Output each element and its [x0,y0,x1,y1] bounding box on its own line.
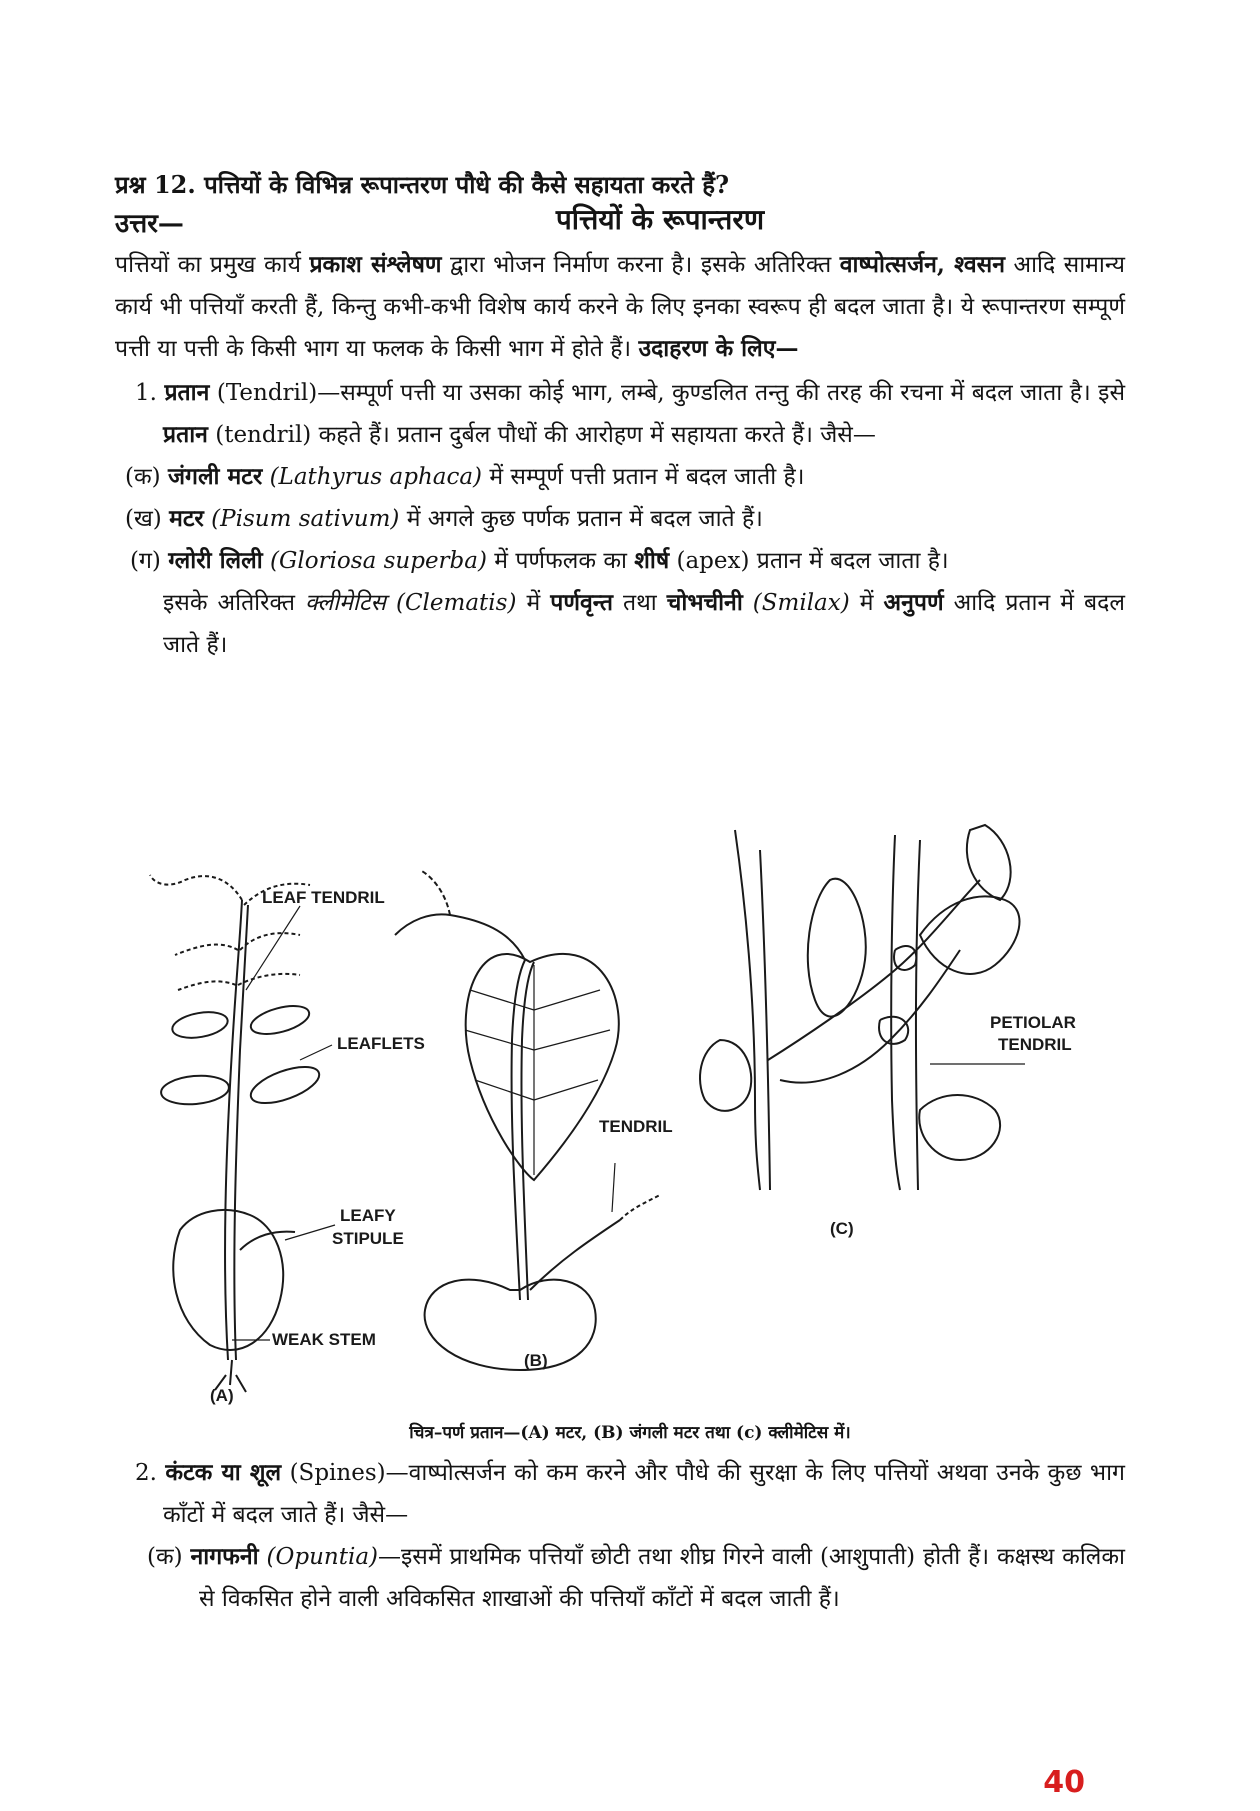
kha-name: मटर [169,505,204,532]
opuntia-text: —इसमें प्राथमिक पत्तियाँ छोटी तथा शीघ्र गिरने वाली (आशुपाती) होती हैं। कक्षस्थ कलिका से विकसित होने वाली अविकसित शाखाओं की पत्तियाँ काँटों में बदल जाती हैं। [199,1544,1126,1612]
extra-text-3: तथा [612,590,667,616]
extra-text-1: इसके अतिरिक्त [163,590,306,616]
label-tendril: TENDRIL [599,1117,673,1136]
spines-number: 2. [135,1460,157,1486]
label-leaflets: LEAFLETS [337,1034,425,1053]
label-petiolar-tendril: TENDRIL [998,1035,1072,1054]
opuntia-mark: (क) [147,1544,183,1570]
label-leaf-tendril: LEAF TENDRIL [262,888,385,907]
ka-text: में सम्पूर्ण पत्ती प्रतान में बदल जाती है। [482,464,805,490]
extra-bold-1: पर्णवृन्त [550,589,613,616]
label-petiolar: PETIOLAR [990,1013,1076,1032]
intro-bold-1: प्रकाश संश्लेषण [309,251,442,278]
kha-text: में अगले कुछ पर्णक प्रतान में बदल जाते हैं। [399,506,763,532]
opuntia-scientific: (Opuntia) [258,1544,379,1570]
label-stipule: STIPULE [332,1229,404,1248]
intro-text-3: आदि सामान्य कार्य भी पत्तियाँ करती हैं, किन्तु कभी-कभी विशेष कार्य करने के लिए इनका स्वरूप ही बदल जाता है। ये रूपान्तरण सम्पूर्ण पत्ती या पत्ती के किसी भाग या फलक के किसी भाग में होते हैं। [115,252,1125,362]
spines-section [135,1452,1125,1620]
label-b: (B) [524,1351,548,1370]
figure-drawing-c [700,825,1025,1190]
ga-name: ग्लोरी लिली [168,547,263,574]
answer-label: उत्तर— [115,209,184,239]
question-label: प्रश्न 12. [115,170,196,199]
ka-name: जंगली मटर [167,463,263,490]
label-leafy: LEAFY [340,1206,396,1225]
spines-text: वाष्पोत्सर्जन को कम करने और पौधे की सुरक्षा के लिए पत्तियों अथवा उनके कुछ भाग काँटों में बदल जाते हैं। जैसे— [163,1460,1125,1528]
spines-english: (Spines)— [281,1460,409,1486]
ga-bold: शीर्ष [634,547,670,574]
label-weak-stem: WEAK STEM [272,1330,376,1349]
extra-text-5: आदि प्रतान में बदल जाते हैं। [163,590,1125,658]
extra-bold-3: अनुपर्ण [883,589,944,616]
ga-mark: (ग) [130,548,161,574]
figure-labels [210,888,1076,1405]
kha-scientific: (Pisum sativum) [203,506,400,532]
ga-text-1: में पर्णफलक का [486,548,635,574]
figure-drawing-a [150,875,335,1392]
label-c: (C) [830,1219,854,1238]
extra-bold-2: चोभचीनी [666,589,743,616]
tendril-number: 1. [135,380,157,406]
extra-italic-2: (Smilax) [742,590,850,616]
tendril-title: प्रतान [164,379,210,406]
ga-text-2: (apex) प्रतान में बदल जाता है। [669,548,949,574]
tendril-text-1: सम्पूर्ण पत्ती या उसका कोई भाग, लम्बे, कुण्डलित तन्तु की तरह की रचना में बदल जाता है। इसे [340,380,1125,406]
example-opuntia [147,1536,1125,1620]
figure-caption: चित्र–पर्ण प्रतान—(A) मटर, (B) जंगली मटर तथा (c) क्लीमेटिस में। [409,1423,851,1443]
question-text: पत्तियों के विभिन्न रूपान्तरण पौधे की कैसे सहायता करते हैं? [204,170,730,199]
page-number: 40 [1043,1765,1085,1800]
spines-item [135,1452,1125,1536]
ka-mark: (क) [125,464,161,490]
kha-mark: (ख) [125,506,162,532]
ka-scientific: (Lathyrus aphaca) [262,464,483,490]
label-a: (A) [210,1386,234,1405]
intro-bold-2: वाष्पोत्सर्जन, श्वसन [839,251,1005,278]
intro-text-2: द्वारा भोजन निर्माण करना है। इसके अतिरिक्त [441,252,840,278]
tendril-english: (Tendril)— [209,380,341,406]
section-heading: पत्तियों के रूपान्तरण [555,203,765,236]
spines-title: कंटक या शूल [165,1459,282,1486]
extra-italic-1: क्लीमेटिस (Clematis) [305,590,517,616]
intro-bold-3: उदाहरण के लिए— [638,335,799,362]
opuntia-name: नागफनी [190,1543,259,1570]
intro-text-1: पत्तियों का प्रमुख कार्य [115,252,310,278]
tendril-bold: प्रतान [163,421,208,448]
ga-scientific: (Gloriosa superba) [262,548,487,574]
extra-text-2: में [516,590,551,616]
extra-text-4: में [849,590,884,616]
tendril-text-2: (tendril) कहते हैं। प्रतान दुर्बल पौधों की आरोहण में सहायता करते हैं। जैसे— [207,422,876,448]
